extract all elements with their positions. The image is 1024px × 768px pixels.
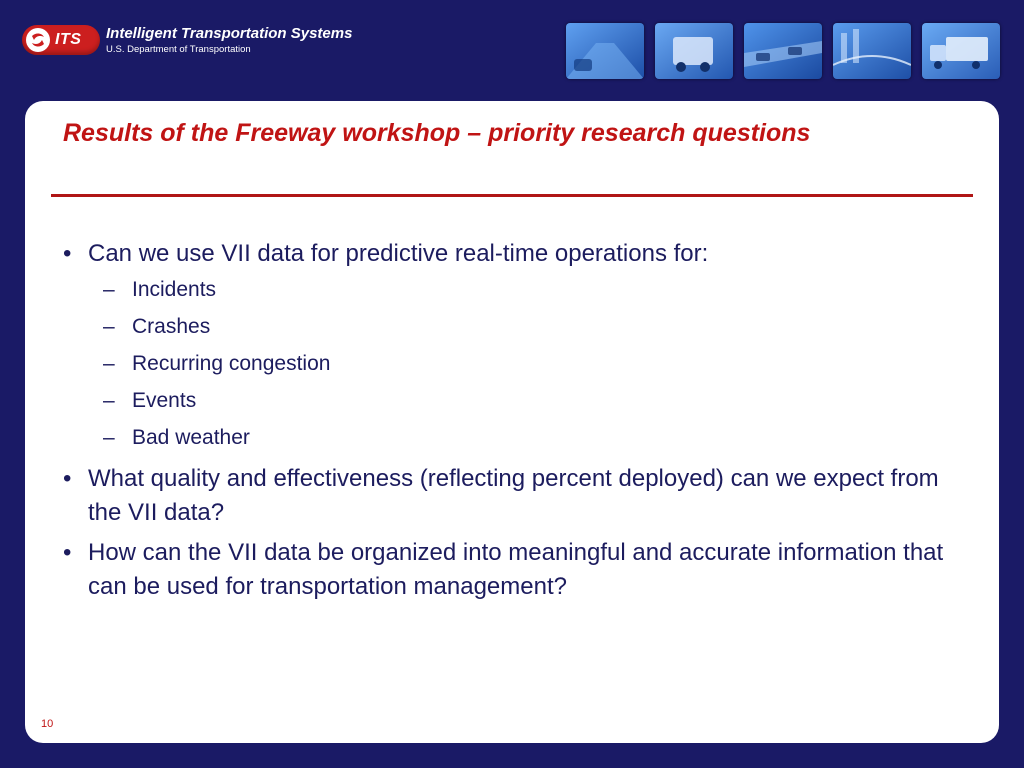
sub-bullet-item bbox=[63, 388, 973, 414]
bullet-icon: • bbox=[63, 539, 72, 566]
sub-bullet-item bbox=[63, 277, 973, 303]
ambulance-photo bbox=[655, 23, 733, 79]
tunnel-traffic-photo bbox=[566, 23, 644, 79]
dash-icon: – bbox=[103, 315, 115, 338]
bullet-item bbox=[63, 237, 973, 271]
bullet-list bbox=[63, 237, 973, 610]
logo-text: ITS bbox=[55, 31, 82, 48]
slide-title: Results of the Freeway workshop – priority research questions bbox=[63, 119, 811, 147]
dash-icon: – bbox=[103, 278, 115, 301]
bullet-icon: • bbox=[63, 465, 72, 492]
city-bridge-photo bbox=[833, 23, 911, 79]
slide-content bbox=[25, 101, 999, 743]
sub-bullet-text: Bad weather bbox=[132, 426, 250, 449]
dash-icon: – bbox=[103, 352, 115, 375]
sub-bullet-item bbox=[63, 314, 973, 340]
dash-icon: – bbox=[103, 426, 115, 449]
bullet-text: How can the VII data be organized into meaningful and accurate information that can be used for transportation management? bbox=[88, 539, 944, 600]
title-divider bbox=[51, 194, 973, 197]
page-number: 10 bbox=[41, 718, 54, 730]
bullet-item bbox=[63, 536, 973, 604]
swirl-icon bbox=[26, 28, 50, 52]
org-subtitle: U.S. Department of Transportation bbox=[106, 44, 251, 55]
org-name: Intelligent Transportation Systems bbox=[106, 25, 353, 42]
dash-icon: – bbox=[103, 389, 115, 412]
its-logo bbox=[22, 25, 100, 55]
truck-photo bbox=[922, 23, 1000, 79]
bullet-text: What quality and effectiveness (reflecting percent deployed) can we expect from the VII data? bbox=[88, 465, 939, 526]
bullet-icon: • bbox=[63, 240, 72, 267]
slide-header bbox=[0, 0, 1024, 100]
sub-bullet-text: Recurring congestion bbox=[132, 352, 331, 375]
sub-bullet-list bbox=[63, 277, 973, 451]
sub-bullet-text: Events bbox=[132, 389, 197, 412]
sub-bullet-text: Incidents bbox=[132, 278, 217, 301]
sub-bullet-item bbox=[63, 351, 973, 377]
highway-traffic-photo bbox=[744, 23, 822, 79]
bullet-item bbox=[63, 462, 973, 530]
bullet-text: Can we use VII data for predictive real-time operations for: bbox=[88, 240, 709, 267]
sub-bullet-text: Crashes bbox=[132, 315, 211, 338]
sub-bullet-item bbox=[63, 425, 973, 451]
